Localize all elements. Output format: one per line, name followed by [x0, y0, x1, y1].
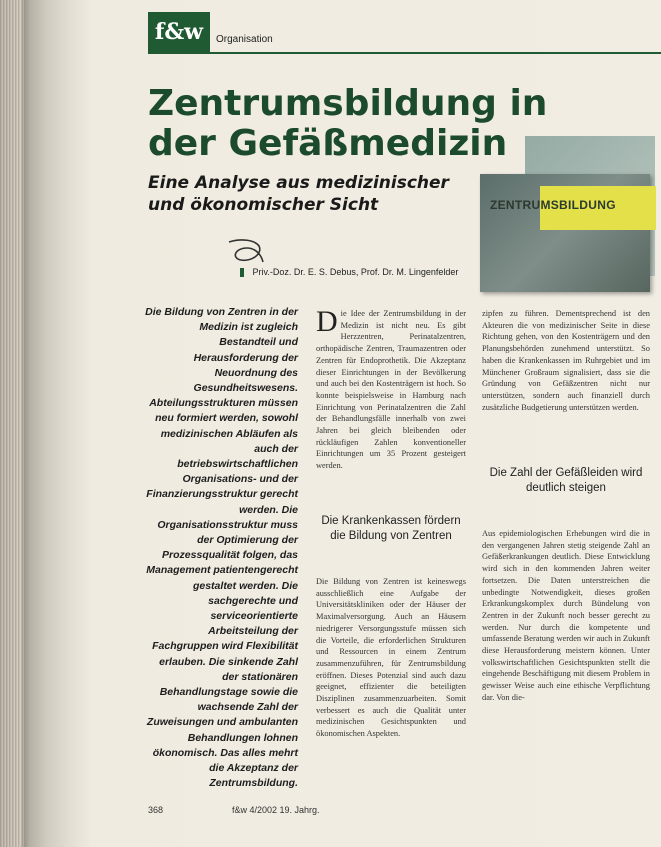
body-text: ie Idee der Zentrumsbildung in der Medizin ist nicht neu. Es gibt Herzzentren, Perinatalzentren, orthopädische Zentren, Traumazentren oder Zentren für Endoprothetik. Die Akzeptanz dieser Einrichtungen in der Bevölkerung und auch bei den Kostenträgern ist hoch. So konnte beispielsweise in Hamburg nach Einrichtung von Perinatalzentren die Zahl der Behandlungsfälle innerhalb von zwei Jahren bei gleich bleibenden oder rückläufigen Zahlen konventioneller Einrichtungen um 35 Prozent gesteigert werden.	[316, 309, 466, 471]
header-rule	[148, 52, 661, 54]
body-column-2-bottom: Die Bildung von Zentren ist keineswegs ausschließlich eine Aufgabe der Universitätskliniken oder der Häuser der Maximalversorgung. Auch an Häusern niedrigerer Versorgungsstufe müssen sich die Vorteile, die erforderlichen Strukturen und Ressourcen in einem Zentrum zusammenzuführen, für Zentrumsbildung eröffnen. Dieses Potenzial sind auch dazu geeignet, effizienter die beteiligten Disziplinen zusammenzuarbeiten. Somit verbessert es auch die Qualität unter medizinischen Gesichtspunkten und ökonomischen Aspekten.	[316, 577, 466, 739]
subheading-col2: Die Krankenkassen fördern die Bildung von Zentren	[321, 515, 461, 542]
subheading-col3: Die Zahl der Gefäßleiden wird deutlich steigen	[489, 467, 643, 494]
gutter-shadow	[22, 0, 92, 847]
book-cover-title: ZENTRUMSBILDUNG	[490, 198, 616, 212]
lead-paragraph: Die Bildung von Zentren in der Medizin ist zugleich Bestandteil und Herausforderung der Neuordnung des Gesundheitswesens. Abteilungsstrukturen müssen neu formiert werden, sowohl medizinischen Abläufen als auch der betriebswirtschaftlichen Organisations- und der Finanzierungsstruktur gerecht werden. Die Organisationsstruktur muss der Optimierung der Prozessqualität folgen, das Management patientengerecht gestaltet werden. Die sachgerechte und serviceorientierte Arbeitsteilung der Fachgruppen wird Flexibilität erlauben. Die sinkende Zahl der stationären Behandlungstage sowie die wachsende Zahl der Zuweisungen und ambulanten Behandlungen lohnen ökonomisch. Das alles mehrt die Akzeptanz der Zentrumsbildung.	[145, 306, 298, 790]
decorative-scribble-icon	[225, 236, 267, 266]
section-label: Organisation	[216, 34, 273, 45]
page-number: 368	[148, 805, 164, 815]
author-bullet-icon	[240, 268, 244, 277]
body-column-3-bottom: Aus epidemiologischen Erhebungen wird die in den vergangenen Jahren stetig steigende Zahl an Gefäßerkrankungen deutlich. Diese Entwicklung wird sich in den kommenden Jahren weiter fortsetzen. Die Daten unterstreichen die unbedingte Notwendigkeit, dieses großen Erkrankungskomplex durch Bündelung von Zentren in der Zukunft noch besser gerecht zu werden. Nur durch die kompetente und umfassende Beratung werden wir auch in Zukunft diese Herausforderung meistern können. Unter volkswirtschaftlichen Gesichtspunkten stellt die eingehende Beschäftigung mit diesem Problem in gewisser Weise auch eine ethische Verpflichtung dar. Von die-	[482, 529, 650, 702]
author-line	[240, 267, 458, 277]
drop-cap: D	[316, 305, 338, 338]
body-column-2-top	[316, 305, 466, 472]
article-subtitle: Eine Analyse aus medizinischer und ökonomischer Sicht	[148, 173, 449, 215]
book-page-edges	[0, 0, 24, 847]
body-column-3-top: zipfen zu führen. Dementsprechend ist den Akteuren die von medizinischer Seite in diese Richtung gehen, von den Kostenträgern und den Planungsbehörden zunehmend unterstützt. So haben die Krankenkassen im Ruhrgebiet und im Münchener Großraum signalisiert, dass sie die Gründung von Gefäßzentren nicht nur unterstützen, sondern auch finanziell durch zusätzliche Budgetierung unterstützen werden.	[482, 309, 650, 412]
journal-issue: f&w 4/2002 19. Jahrg.	[232, 805, 320, 815]
journal-logo: f&w	[148, 12, 210, 52]
article-title: Zentrumsbildung in der Gefäßmedizin	[148, 83, 548, 164]
author-names: Priv.-Doz. Dr. E. S. Debus, Prof. Dr. M. Lingenfelder	[252, 267, 459, 277]
